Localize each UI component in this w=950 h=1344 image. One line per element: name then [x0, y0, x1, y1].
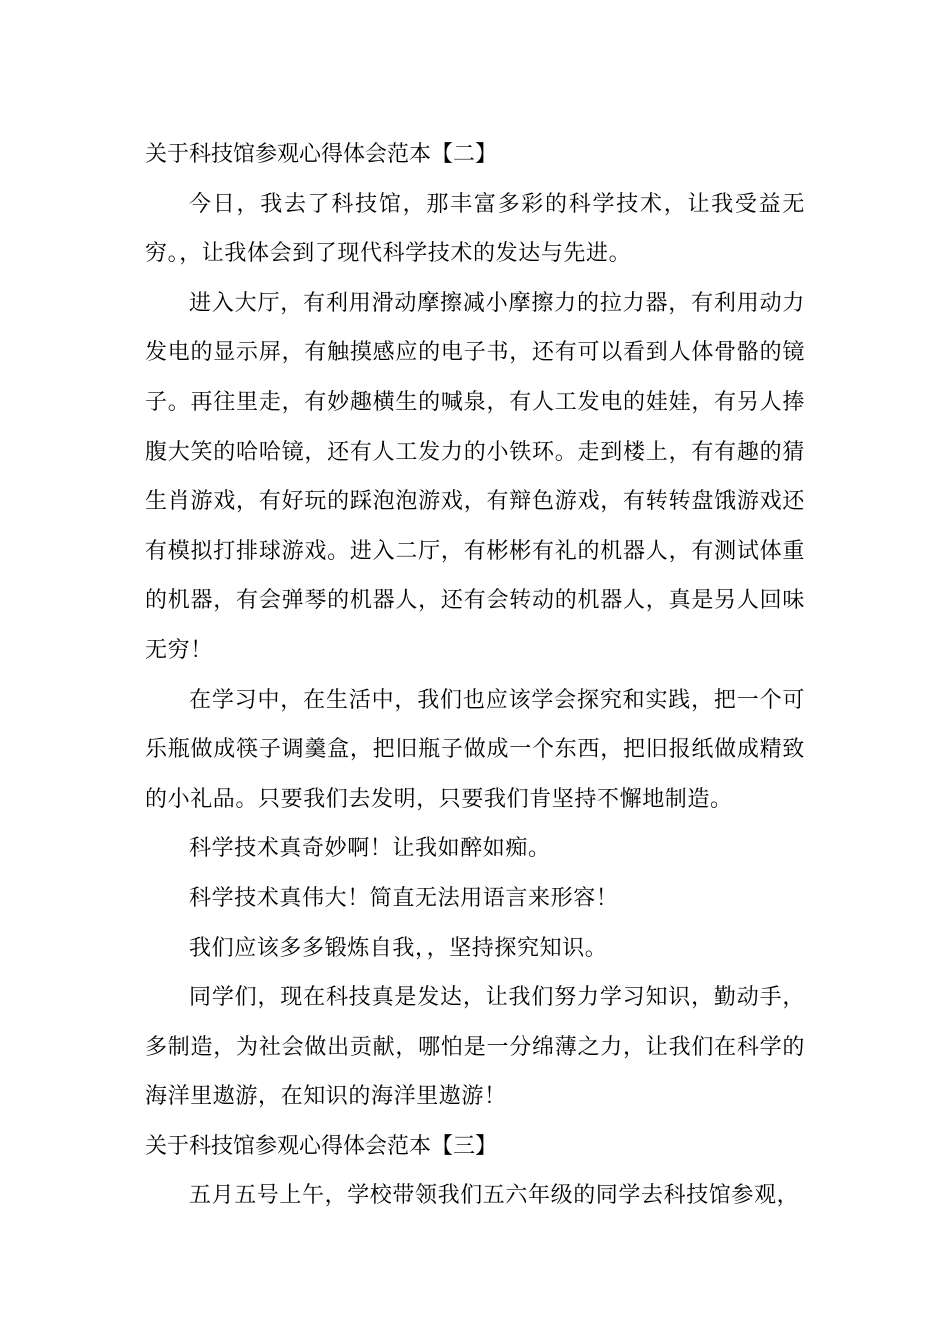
paragraph: 五月五号上午，学校带领我们五六年级的同学去科技馆参观，: [189, 1183, 800, 1209]
paragraph: 我们应该多多锻炼自我，，坚持探究知识。: [189, 935, 608, 961]
paragraph: 在学习中，在生活中，我们也应该学会探究和实践，把一个可乐瓶做成筷子调羹盒，把旧瓶子做成一个东西，把旧报纸做成精致的小礼品。只要我们去发明，只要我们肯坚持不懈地制造。: [145, 687, 805, 812]
paragraph: 进入大厅，有利用滑动摩擦减小摩擦力的拉力器，有利用动力发电的显示屏，有触摸感应的电子书，还有可以看到人体骨骼的镜子。再往里走，有妙趣横生的喊泉，有人工发电的娃娃，有另人捧腹大笑的哈哈镜，还有人工发力的小铁环。走到楼上，有有趣的猜生肖游戏，有好玩的踩泡泡游戏，有辩色游戏，有转转盘饿游戏还有模拟打排球游戏。进入二厅，有彬彬有礼的机器人，有测试体重的机器，有会弹琴的机器人，还有会转动的机器人，真是另人回味无穷！: [145, 290, 805, 663]
paragraph: 科学技术真伟大！简直无法用语言来形容！: [189, 885, 619, 911]
section-heading-2: 关于科技馆参观心得体会范本【二】: [145, 142, 498, 167]
paragraph: 科学技术真奇妙啊！让我如醉如痴。: [189, 836, 551, 862]
document-body: [145, 130, 805, 1221]
section-heading-3: 关于科技馆参观心得体会范本【三】: [145, 1133, 498, 1159]
paragraph: 同学们，现在科技真是发达，让我们努力学习知识，勤动手，多制造，为社会做出贡献，哪怕是一分绵薄之力，让我们在科学的海洋里遨游，在知识的海洋里遨游！: [145, 985, 805, 1110]
paragraph: 今日，我去了科技馆，那丰富多彩的科学技术，让我受益无穷。，让我体会到了现代科学技术的发达与先进。: [145, 191, 805, 267]
